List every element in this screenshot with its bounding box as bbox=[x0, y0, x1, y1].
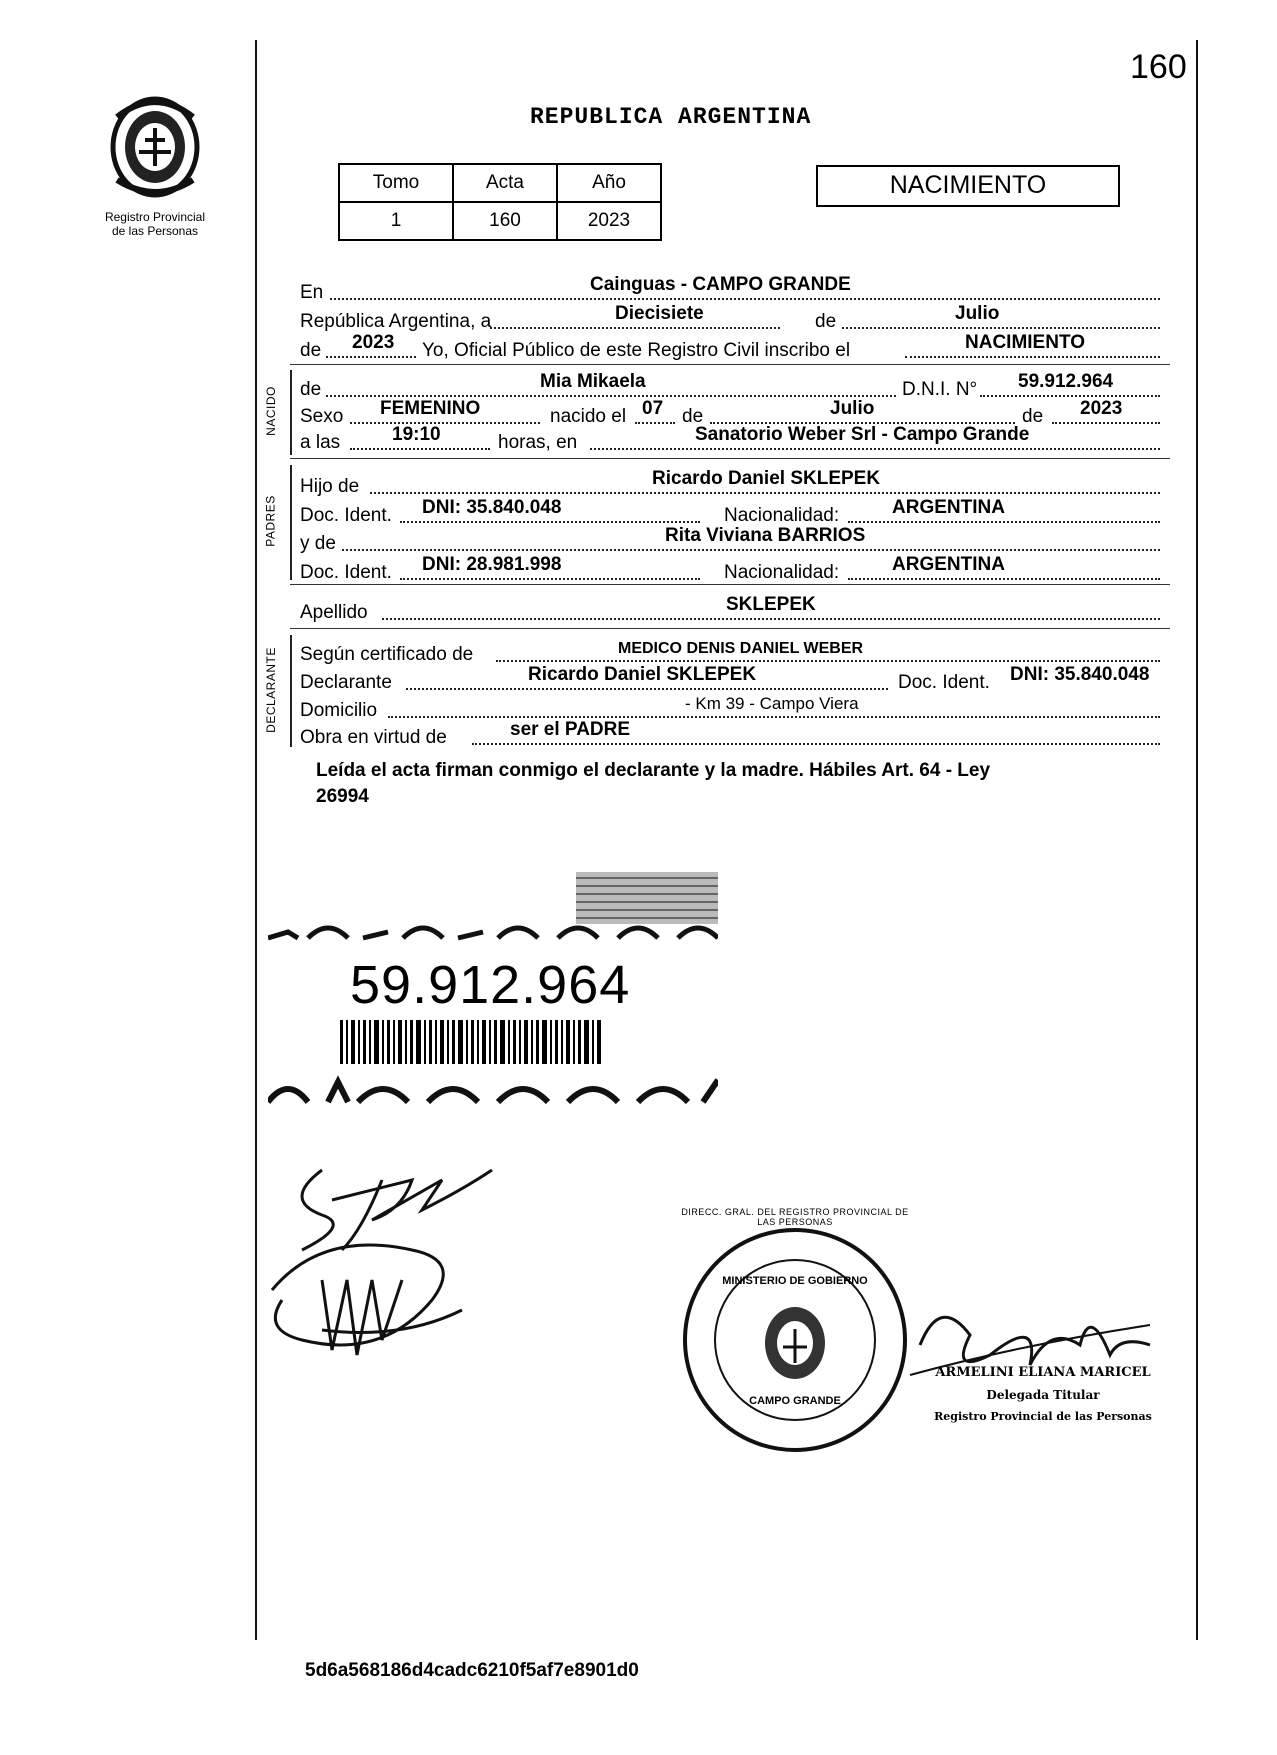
row-segun bbox=[300, 638, 1170, 666]
dotted-line bbox=[370, 492, 1160, 494]
dotted-line bbox=[330, 298, 1160, 300]
label-obra: Obra en virtud de bbox=[300, 727, 447, 748]
country-title: REPUBLICA ARGENTINA bbox=[530, 104, 812, 130]
dni-number-large: 59.912.964 bbox=[350, 955, 631, 1015]
value-father-name: Ricardo Daniel SKLEPEK bbox=[652, 468, 881, 489]
misiones-emblem-icon bbox=[105, 92, 205, 202]
dotted-line bbox=[842, 327, 1160, 329]
closing-note bbox=[316, 758, 1166, 810]
section-label-padres bbox=[260, 465, 282, 577]
section-divider bbox=[290, 584, 1170, 585]
header-acta: Acta bbox=[453, 164, 557, 202]
value-mother-nationality: ARGENTINA bbox=[892, 554, 1005, 575]
label-domicilio: Domicilio bbox=[300, 700, 378, 721]
label-y-de: y de bbox=[300, 533, 336, 554]
officer-office: Registro Provincial de las Personas bbox=[934, 1410, 1152, 1423]
value-obra: ser el PADRE bbox=[510, 719, 631, 740]
row-en bbox=[300, 276, 1170, 304]
value-day-text: Diecisiete bbox=[615, 303, 704, 324]
dotted-line bbox=[326, 395, 896, 397]
row-father-doc bbox=[300, 499, 1170, 527]
dotted-line bbox=[472, 743, 1160, 745]
value-ano: 2023 bbox=[557, 202, 661, 240]
label-de-name: de bbox=[300, 379, 322, 400]
record-type-box: NACIMIENTO bbox=[816, 165, 1120, 207]
section-bar bbox=[290, 465, 292, 580]
security-pattern-bottom bbox=[268, 1072, 718, 1104]
page-number: 160 bbox=[1130, 48, 1187, 86]
value-birth-month: Julio bbox=[830, 398, 875, 419]
dotted-line bbox=[350, 448, 490, 450]
label-doc-ident-declarante: Doc. Ident. bbox=[898, 672, 990, 693]
value-event: NACIMIENTO bbox=[965, 332, 1085, 353]
dotted-line bbox=[326, 356, 416, 358]
dotted-line bbox=[980, 395, 1160, 397]
record-table-header bbox=[339, 164, 661, 202]
value-dni: 59.912.964 bbox=[1018, 371, 1114, 392]
value-mother-name: Rita Viviana BARRIOS bbox=[665, 525, 866, 546]
label-doc-ident-mother: Doc. Ident. bbox=[300, 562, 392, 583]
dotted-line bbox=[350, 422, 540, 424]
label-dni: D.N.I. N° bbox=[902, 379, 978, 400]
label-horas-en: horas, en bbox=[498, 432, 578, 453]
label-en: En bbox=[300, 282, 324, 303]
dotted-line bbox=[590, 448, 1160, 450]
section-label-text: NACIDO bbox=[264, 386, 279, 436]
dotted-line bbox=[342, 549, 1160, 551]
label-de-year: de bbox=[300, 340, 322, 361]
label-doc-ident: Doc. Ident. bbox=[300, 505, 392, 526]
value-declarante-name: Ricardo Daniel SKLEPEK bbox=[528, 664, 757, 685]
row-obra bbox=[300, 721, 1170, 749]
dotted-line bbox=[382, 618, 1160, 620]
value-acta: 160 bbox=[453, 202, 557, 240]
value-birth-year: 2023 bbox=[1080, 398, 1123, 419]
dotted-line bbox=[1052, 422, 1160, 424]
stamp-outer-text: DIRECC. GRAL. DEL REGISTRO PROVINCIAL DE LAS PERSONAS bbox=[681, 1207, 909, 1227]
value-certificado: MEDICO DENIS DANIEL WEBER bbox=[618, 640, 864, 657]
stamp-inner-text: MINISTERIO DE GOBIERNO bbox=[722, 1275, 868, 1287]
officer-title: Delegada Titular bbox=[986, 1388, 1100, 1402]
closing-note-line2: 26994 bbox=[316, 786, 369, 807]
officer-name: ARMELINI ELIANA MARICEL bbox=[935, 1365, 1151, 1380]
stamp-bottom-text: CAMPO GRANDE bbox=[749, 1395, 841, 1407]
right-margin-line bbox=[1196, 40, 1198, 1640]
value-birth-place: Sanatorio Weber Srl - Campo Grande bbox=[695, 424, 1030, 445]
value-year: 2023 bbox=[352, 332, 395, 353]
header-ano: Año bbox=[557, 164, 661, 202]
dotted-line bbox=[905, 356, 1160, 358]
section-divider bbox=[290, 364, 1170, 365]
value-time: 19:10 bbox=[392, 424, 441, 445]
label-declarante: Declarante bbox=[300, 672, 392, 693]
record-table-values bbox=[339, 202, 661, 240]
section-bar bbox=[290, 635, 292, 747]
value-birth-day: 07 bbox=[642, 398, 664, 419]
value-name: Mia Mikaela bbox=[540, 371, 646, 392]
officer-block bbox=[918, 1362, 1168, 1428]
value-sexo: FEMENINO bbox=[380, 398, 481, 419]
dotted-line bbox=[496, 660, 1160, 662]
registry-label bbox=[85, 210, 225, 238]
header-tomo: Tomo bbox=[339, 164, 453, 202]
record-table bbox=[338, 163, 662, 241]
value-father-doc: DNI: 35.840.048 bbox=[422, 497, 562, 518]
value-domicilio: - Km 39 - Campo Viera bbox=[685, 694, 859, 713]
dni-label-card bbox=[268, 872, 718, 1104]
registry-label-line2: de las Personas bbox=[111, 224, 199, 238]
label-a-las: a las bbox=[300, 432, 341, 453]
dotted-line bbox=[490, 327, 780, 329]
dotted-line bbox=[406, 688, 888, 690]
label-nacido-el: nacido el bbox=[550, 406, 627, 427]
section-label-text: PADRES bbox=[264, 495, 278, 547]
row-y-de bbox=[300, 527, 1170, 555]
section-label-nacido bbox=[260, 370, 282, 452]
row-declarante bbox=[300, 666, 1170, 694]
row-hijo bbox=[300, 470, 1170, 498]
label-nacionalidad-mother: Nacionalidad: bbox=[724, 562, 840, 583]
section-label-declarante bbox=[260, 635, 282, 745]
label-de-birth-year: de bbox=[1022, 406, 1044, 427]
dotted-line bbox=[400, 578, 700, 580]
official-stamp bbox=[680, 1207, 910, 1455]
section-bar bbox=[290, 370, 292, 455]
value-place: Cainguas - CAMPO GRANDE bbox=[590, 274, 851, 295]
label-hijo-de: Hijo de bbox=[300, 476, 360, 497]
dotted-line bbox=[848, 521, 1160, 523]
dotted-line bbox=[848, 578, 1160, 580]
row-domicilio bbox=[300, 694, 1170, 722]
section-label-text: DECLARANTE bbox=[264, 647, 278, 733]
value-declarante-doc: DNI: 35.840.048 bbox=[1010, 664, 1150, 685]
label-de-month: de bbox=[682, 406, 704, 427]
label-republica: República Argentina, a bbox=[300, 311, 492, 332]
label-de: de bbox=[815, 311, 837, 332]
value-apellido: SKLEPEK bbox=[726, 594, 816, 615]
row-year bbox=[300, 334, 1170, 362]
label-inscribo: Yo, Oficial Público de este Registro Civil inscribo el bbox=[422, 340, 851, 361]
section-divider bbox=[290, 458, 1170, 459]
barcode-icon bbox=[340, 1020, 602, 1064]
stamp-ring-icon bbox=[680, 1225, 910, 1455]
value-tomo: 1 bbox=[339, 202, 453, 240]
row-time bbox=[300, 426, 1170, 454]
dotted-line bbox=[400, 521, 700, 523]
label-apellido: Apellido bbox=[300, 602, 368, 623]
value-month-text: Julio bbox=[955, 303, 1000, 324]
row-republica bbox=[300, 305, 1170, 333]
section-divider bbox=[290, 628, 1170, 629]
row-mother-doc bbox=[300, 556, 1170, 584]
left-margin-line bbox=[255, 40, 257, 1640]
registry-label-line1: Registro Provincial bbox=[104, 210, 206, 224]
label-nacionalidad: Nacionalidad: bbox=[724, 505, 840, 526]
label-segun: Según certificado de bbox=[300, 644, 474, 665]
dotted-line bbox=[388, 716, 1160, 718]
security-pattern-top bbox=[268, 872, 718, 942]
dotted-line bbox=[635, 422, 675, 424]
row-name bbox=[300, 373, 1170, 401]
value-mother-doc: DNI: 28.981.998 bbox=[422, 554, 562, 575]
label-sexo: Sexo bbox=[300, 406, 344, 427]
declarant-signature bbox=[262, 1140, 532, 1380]
closing-note-line1: Leída el acta firman conmigo el declarante y la madre. Hábiles Art. 64 - Ley bbox=[316, 760, 991, 781]
row-apellido bbox=[300, 596, 1170, 624]
value-father-nationality: ARGENTINA bbox=[892, 497, 1005, 518]
document-hash: 5d6a568186d4cadc6210f5af7e8901d0 bbox=[305, 1660, 639, 1681]
